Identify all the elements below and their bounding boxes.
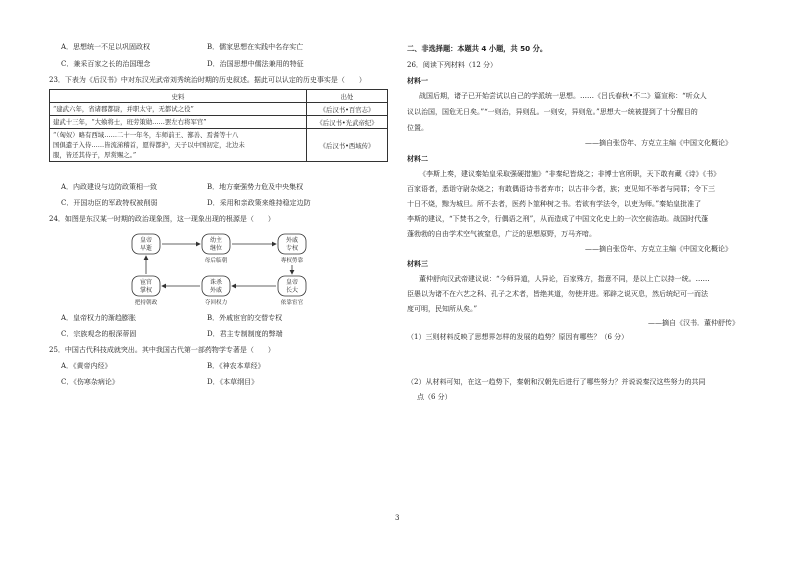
q22-option-d: D．治国思想中儒法兼用的特征 xyxy=(207,60,304,68)
material2-source: ——摘自张岱年、方克立主编《中国文化概论》 xyxy=(585,245,732,253)
page-number: 3 xyxy=(395,514,400,522)
material2-title: 材料二 xyxy=(407,155,428,163)
table-cell-text: 建武十三年，“大飨将士，班劳策勋……罢左右将军官” xyxy=(53,118,207,126)
diagram-text: 皇帝 xyxy=(139,237,153,244)
q25-option-c: C．《伤寒杂病论》 xyxy=(61,378,119,386)
table-row xyxy=(50,103,388,116)
section-title: 二、非选择题：本题共 4 小题，共 50 分。 xyxy=(407,44,548,53)
material2-line: 蓬勃勃的自由学术空气被窒息，广泛的思想原野，万马齐喑。 xyxy=(407,230,596,238)
material3-title: 材料三 xyxy=(407,260,428,268)
diagram-label: 依靠宦官 xyxy=(280,300,304,306)
diagram-text: 早逝 xyxy=(139,245,153,252)
q25-option-d: D．《本草纲目》 xyxy=(207,378,259,386)
q22-option-b: B．儒家思想在实践中名存实亡 xyxy=(207,43,304,51)
q26-part2-line2: 点（6 分） xyxy=(417,393,452,401)
material1-source: ——摘自张岱年、方克立主编《中国文化概论》 xyxy=(585,139,732,147)
q25-stem: 25．中国古代科技成就突出。其中我国古代第一部药物学专著是（ ） xyxy=(49,346,275,354)
diagram-text: 继位 xyxy=(209,245,223,252)
material3-line: 度可明，民知所从矣。” xyxy=(407,305,478,313)
table-row xyxy=(50,116,388,129)
q24-stem: 24．如图是东汉某一时期的政治现象图，这一现象出现的根源是（ ） xyxy=(49,215,275,223)
diagram-text: 宦官 xyxy=(139,279,153,286)
q23-stem: 23．下表为《后汉书》中对东汉光武帝刘秀统治时期的历史叙述。据此可以认定的历史事实是（ ） xyxy=(49,76,366,84)
material1-line: 议以治国，国危无日矣。”“一则治，异则乱。一则安，异则危。”思想大一统被提到了十分醒目的 xyxy=(407,108,698,116)
diagram-label: 母后临朝 xyxy=(204,258,228,264)
q26-part2-line1: （2）从材料可知，在这一趋势下，秦朝和汉朝先后进行了哪些努力？并说说秦汉这些努力的共同 xyxy=(407,378,706,386)
q25-option-b: B．《神农本草经》 xyxy=(207,362,265,370)
table-row xyxy=(50,129,388,162)
table-cell-text: 服，皆还其侍子，厚赏赐之。” xyxy=(53,151,137,159)
material3-line: 臣愚以为诸不在六艺之科、孔子之术者，皆绝其道，勿使并进。邪辟之说灭息，然后统纪可一而法 xyxy=(407,290,708,298)
diagram-text: 幼主 xyxy=(209,237,223,244)
q26-stem: 26．阅读下列材料（12 分） xyxy=(407,61,498,69)
q22-option-a: A．思想统一不足以巩固政权 xyxy=(61,43,151,51)
table-cell-source: 《后汉书•西域传》 xyxy=(307,129,388,162)
table-cell-source: 《后汉书•百官志》 xyxy=(307,103,388,116)
table-cell-text: “建武六年，省诸郡都尉，并职太守，无都试之役” xyxy=(53,105,194,113)
table-cell-source: 《后汉书•光武帝纪》 xyxy=(307,116,388,129)
material2-line: 十日不烧，黥为城旦。所不去者，医药卜筮种树之书。若欲有学法令，以吏为师。”秦始皇批准了 xyxy=(407,200,702,208)
q24-option-a: A．皇帝权力的渐趋膨胀 xyxy=(61,314,137,322)
q25-option-a: A．《黄帝内经》 xyxy=(61,362,112,370)
diagram-label: 把持朝政 xyxy=(134,300,158,306)
table-header-source: 出处 xyxy=(307,90,388,103)
table-cell-text: “（匈奴）略有西域……二十一年冬，车师前王、鄯善、焉耆等十八 xyxy=(53,131,239,139)
diagram-text: 皇帝 xyxy=(285,279,299,286)
q26-part1: （1）三则材料反映了思想界怎样的发展的趋势？原因有哪些？（6 分） xyxy=(407,333,629,341)
table-cell-text: 国俱遣子入侍……皆流涕稽首，愿得都护，天子以中国初定，北边未 xyxy=(53,141,245,149)
material1-line: 位置。 xyxy=(407,124,428,132)
q24-option-c: C．宗族观念的根深蒂固 xyxy=(61,330,137,338)
material3-line: 董仲舒向汉武帝建议说：“今师异道，人异论，百家殊方，指意不同，是以上亡以持一统。…… xyxy=(419,275,710,283)
q22-option-c: C．兼采百家之长的治国理念 xyxy=(61,60,151,68)
material2-line: 百家语者，悉诣守尉杂烧之；有敢偶语诗书者弃市；以古非今者，族；吏见知不举者与同罪；令下三 xyxy=(407,185,715,193)
diagram-text: 专权 xyxy=(285,245,299,252)
material1-title: 材料一 xyxy=(407,77,428,85)
diagram-label: 專权勞靠 xyxy=(280,258,304,264)
q23-option-c: C．开国功臣的军政特权被削弱 xyxy=(61,199,158,207)
diagram-text: 长大 xyxy=(285,287,299,294)
q23-source-table xyxy=(49,89,388,162)
diagram-text: 外戚 xyxy=(209,287,223,294)
q24-cycle-diagram xyxy=(130,232,340,314)
table-header-material: 史料 xyxy=(50,90,307,103)
diagram-text: 诛杀 xyxy=(209,279,223,286)
diagram-label: 夺回权力 xyxy=(204,300,228,306)
q23-option-b: B．地方豪强势力危及中央集权 xyxy=(207,183,304,191)
material1-line: 战国后期，诸子已开始尝试以自己的学派统一思想。……《吕氏春秋•不二》篇宣称：“听众人 xyxy=(419,92,707,100)
q23-option-a: A．内政建设与边防政策相一致 xyxy=(61,183,158,191)
material2-line: 《李斯上奏，建议秦始皇采取强硬措施》“非秦纪皆烧之；非博士官所职，天下敢有藏《诗》《书》 xyxy=(419,170,721,178)
diagram-text: 掌权 xyxy=(139,287,153,294)
diagram-text: 外戚 xyxy=(285,237,299,244)
material3-source: ——摘自《汉书．董仲舒传》 xyxy=(648,319,739,327)
material2-line: 李斯的建议，“下焚书之令，行偶语之刑”，从而造成了中国文化史上的一次空前浩劫。战国时代蓬 xyxy=(407,215,709,223)
q23-option-d: D．采用和亲政策来维持稳定边防 xyxy=(207,199,311,207)
q24-option-b: B．外戚宦官的交替专权 xyxy=(207,314,283,322)
q24-option-d: D．君主专制制度的弊端 xyxy=(207,330,283,338)
